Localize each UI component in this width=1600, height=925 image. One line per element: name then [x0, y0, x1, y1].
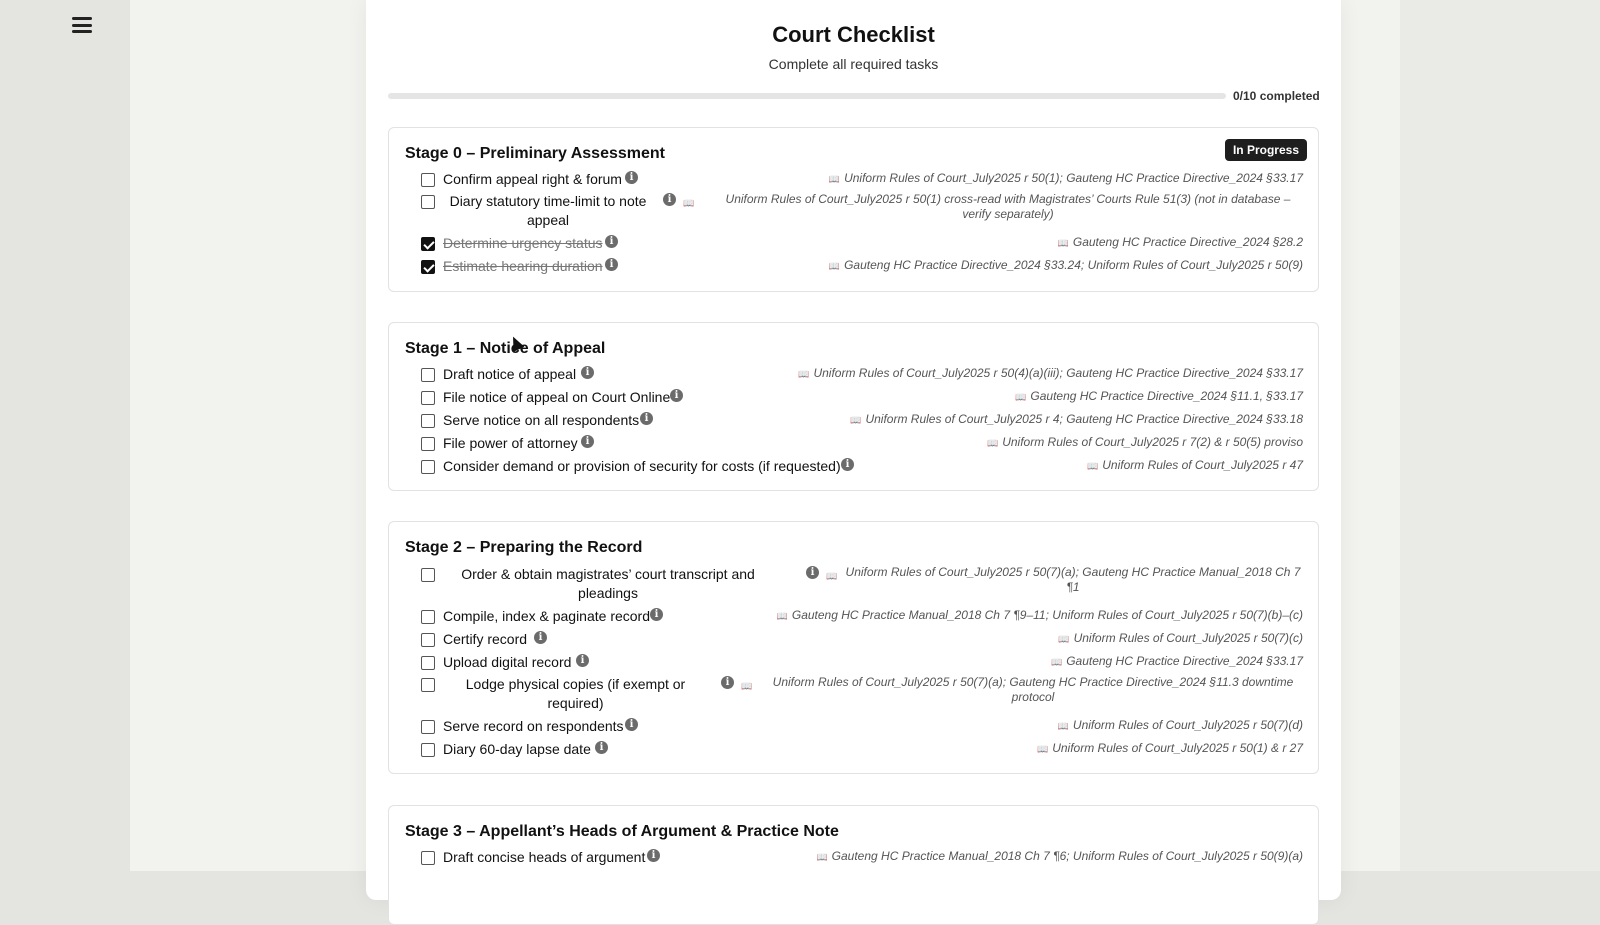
info-icon[interactable]: i	[605, 258, 618, 271]
progress-bar	[388, 93, 1226, 99]
task-checkbox[interactable]	[421, 368, 435, 382]
task-reference	[829, 171, 1303, 187]
page-subtitle: Complete all required tasks	[768, 56, 939, 72]
task-checkbox[interactable]	[421, 237, 435, 251]
stage-1	[388, 322, 1319, 491]
reference-text: Uniform Rules of Court_July2025 r 50(1) & r 27	[1052, 741, 1303, 755]
task-label: Lodge physical copies (if exempt or required)	[465, 676, 686, 711]
task-reference	[1058, 235, 1303, 251]
book-icon: 📖	[1057, 721, 1069, 731]
task-label: Serve record on respondents	[443, 718, 624, 734]
task-reference	[850, 412, 1303, 428]
info-icon[interactable]: i	[576, 654, 589, 667]
status-badge: In Progress	[1225, 139, 1307, 161]
stage-0	[388, 127, 1319, 292]
task-label: Compile, index & paginate record	[443, 608, 651, 624]
task-label: Estimate hearing duration	[443, 258, 603, 274]
task-checkbox[interactable]	[421, 633, 435, 647]
task-checkbox[interactable]	[421, 391, 435, 405]
info-icon[interactable]: i	[841, 458, 854, 471]
task-checkbox[interactable]	[421, 568, 435, 582]
task-reference: Uniform Rules of Court_July2025 r 50(7)(a); Gauteng HC Practice Manual_2018 Ch 7 ¶1	[845, 565, 1301, 594]
book-icon: 📖	[826, 571, 838, 581]
stage-2	[388, 521, 1319, 774]
task-label: Determine urgency status	[443, 235, 603, 251]
task-checkbox[interactable]	[421, 743, 435, 757]
reference-text: Uniform Rules of Court_July2025 r 47	[1102, 458, 1303, 472]
task-label: Confirm appeal right & forum	[443, 171, 622, 187]
book-icon: 📖	[683, 198, 695, 208]
book-icon: 📖	[828, 174, 841, 184]
reference-text: Uniform Rules of Court_July2025 r 50(7)(c)	[1073, 631, 1303, 645]
info-icon[interactable]: i	[647, 849, 660, 862]
task-checkbox[interactable]	[421, 656, 435, 670]
task-reference	[1051, 654, 1303, 670]
checklist-card	[366, 0, 1341, 900]
info-icon[interactable]: i	[581, 366, 594, 379]
book-icon: 📖	[1037, 744, 1049, 754]
task-reference	[1058, 631, 1303, 647]
task-reference	[829, 258, 1303, 274]
task-checkbox[interactable]	[421, 460, 435, 474]
book-icon: 📖	[828, 261, 841, 271]
reference-text: Uniform Rules of Court_July2025 r 50(1); Gauteng HC Practice Directive_2024 §33.17	[844, 171, 1303, 185]
task-reference	[777, 608, 1303, 624]
book-icon: 📖	[1057, 238, 1069, 248]
stage-3	[388, 805, 1319, 925]
task-reference	[798, 366, 1303, 382]
book-icon: 📖	[1087, 461, 1099, 471]
task-checkbox[interactable]	[421, 437, 435, 451]
stage-title: Stage 1 – Notice of Appeal	[405, 340, 606, 357]
task-label: Diary statutory time-limit to note appeal	[449, 193, 647, 228]
info-icon[interactable]: i	[625, 718, 638, 731]
reference-text: Uniform Rules of Court_July2025 r 50(7)(d)	[1072, 718, 1303, 732]
book-icon: 📖	[798, 369, 810, 379]
task-label: Draft notice of appeal	[443, 366, 577, 382]
reference-text: Gauteng HC Practice Directive_2024 §28.2	[1072, 235, 1303, 249]
reference-text: Uniform Rules of Court_July2025 r 7(2) & r 50(5) proviso	[1002, 435, 1303, 449]
task-reference: Uniform Rules of Court_July2025 r 50(1) cross-read with Magistrates’ Courts Rule 51(3) (not in database – verify separately)	[725, 192, 1291, 221]
task-reference	[1087, 458, 1303, 474]
page-title: Court Checklist	[772, 22, 935, 47]
reference-text: Uniform Rules of Court_July2025 r 4; Gauteng HC Practice Directive_2024 §33.18	[865, 412, 1303, 426]
task-reference	[1015, 389, 1303, 405]
left-rail	[0, 0, 130, 871]
reference-text: Gauteng HC Practice Directive_2024 §33.17	[1066, 654, 1303, 668]
task-reference	[1058, 718, 1303, 734]
info-icon[interactable]: i	[663, 193, 676, 206]
info-icon[interactable]: i	[605, 235, 618, 248]
task-label: Consider demand or provision of security for costs (if requested)	[443, 458, 841, 474]
task-checkbox[interactable]	[421, 678, 435, 692]
stage-title: Stage 0 – Preliminary Assessment	[405, 145, 665, 162]
info-icon[interactable]: i	[534, 631, 547, 644]
reference-text: Gauteng HC Practice Manual_2018 Ch 7 ¶6; Uniform Rules of Court_July2025 r 50(9)(a)	[831, 849, 1303, 863]
task-checkbox[interactable]	[421, 173, 435, 187]
task-checkbox[interactable]	[421, 851, 435, 865]
stage-title: Stage 3 – Appellant’s Heads of Argument & Practice Note	[405, 823, 839, 840]
book-icon: 📖	[1015, 392, 1027, 402]
task-checkbox[interactable]	[421, 610, 435, 624]
info-icon[interactable]: i	[640, 412, 653, 425]
right-rail	[1400, 0, 1600, 871]
task-label: File power of attorney	[443, 435, 578, 451]
book-icon: 📖	[776, 611, 788, 621]
task-label: File notice of appeal on Court Online	[443, 389, 671, 405]
book-icon: 📖	[741, 681, 753, 691]
task-reference	[816, 849, 1303, 865]
task-checkbox[interactable]	[421, 414, 435, 428]
task-reference: Uniform Rules of Court_July2025 r 50(7)(a); Gauteng HC Practice Directive_2024 §11.3 downtime protocol	[772, 675, 1294, 704]
progress-text: 0/10 completed	[1233, 89, 1320, 103]
task-label: Certify record	[443, 631, 528, 647]
info-icon[interactable]: i	[625, 171, 638, 184]
book-icon: 📖	[1058, 634, 1070, 644]
info-icon[interactable]: i	[721, 676, 734, 689]
hamburger-menu-icon[interactable]	[70, 14, 94, 36]
info-icon[interactable]: i	[806, 566, 819, 579]
info-icon[interactable]: i	[670, 389, 683, 402]
book-icon: 📖	[816, 852, 828, 862]
task-checkbox[interactable]	[421, 260, 435, 274]
book-icon: 📖	[1050, 657, 1063, 667]
task-label: Diary 60-day lapse date	[443, 741, 591, 757]
info-icon[interactable]: i	[595, 741, 608, 754]
reference-text: Gauteng HC Practice Directive_2024 §11.1, §33.17	[1030, 389, 1303, 403]
task-reference	[1037, 741, 1303, 757]
task-label: Upload digital record	[443, 654, 572, 670]
reference-text: Uniform Rules of Court_July2025 r 50(4)(a)(iii); Gauteng HC Practice Directive_2024 §33.17	[813, 366, 1303, 380]
stage-title: Stage 2 – Preparing the Record	[405, 539, 643, 556]
book-icon: 📖	[986, 438, 999, 448]
task-checkbox[interactable]	[421, 195, 435, 209]
task-checkbox[interactable]	[421, 720, 435, 734]
info-icon[interactable]: i	[650, 608, 663, 621]
task-label: Serve notice on all respondents	[443, 412, 640, 428]
reference-text: Gauteng HC Practice Manual_2018 Ch 7 ¶9–11; Uniform Rules of Court_July2025 r 50(7)(b)–(c)	[791, 608, 1303, 622]
task-label: Draft concise heads of argument	[443, 849, 646, 865]
task-reference	[987, 435, 1303, 451]
task-label: Order & obtain magistrates’ court transcript and pleadings	[461, 566, 755, 601]
info-icon[interactable]: i	[581, 435, 594, 448]
book-icon: 📖	[850, 415, 862, 425]
reference-text: Gauteng HC Practice Directive_2024 §33.24; Uniform Rules of Court_July2025 r 50(9)	[844, 258, 1303, 272]
